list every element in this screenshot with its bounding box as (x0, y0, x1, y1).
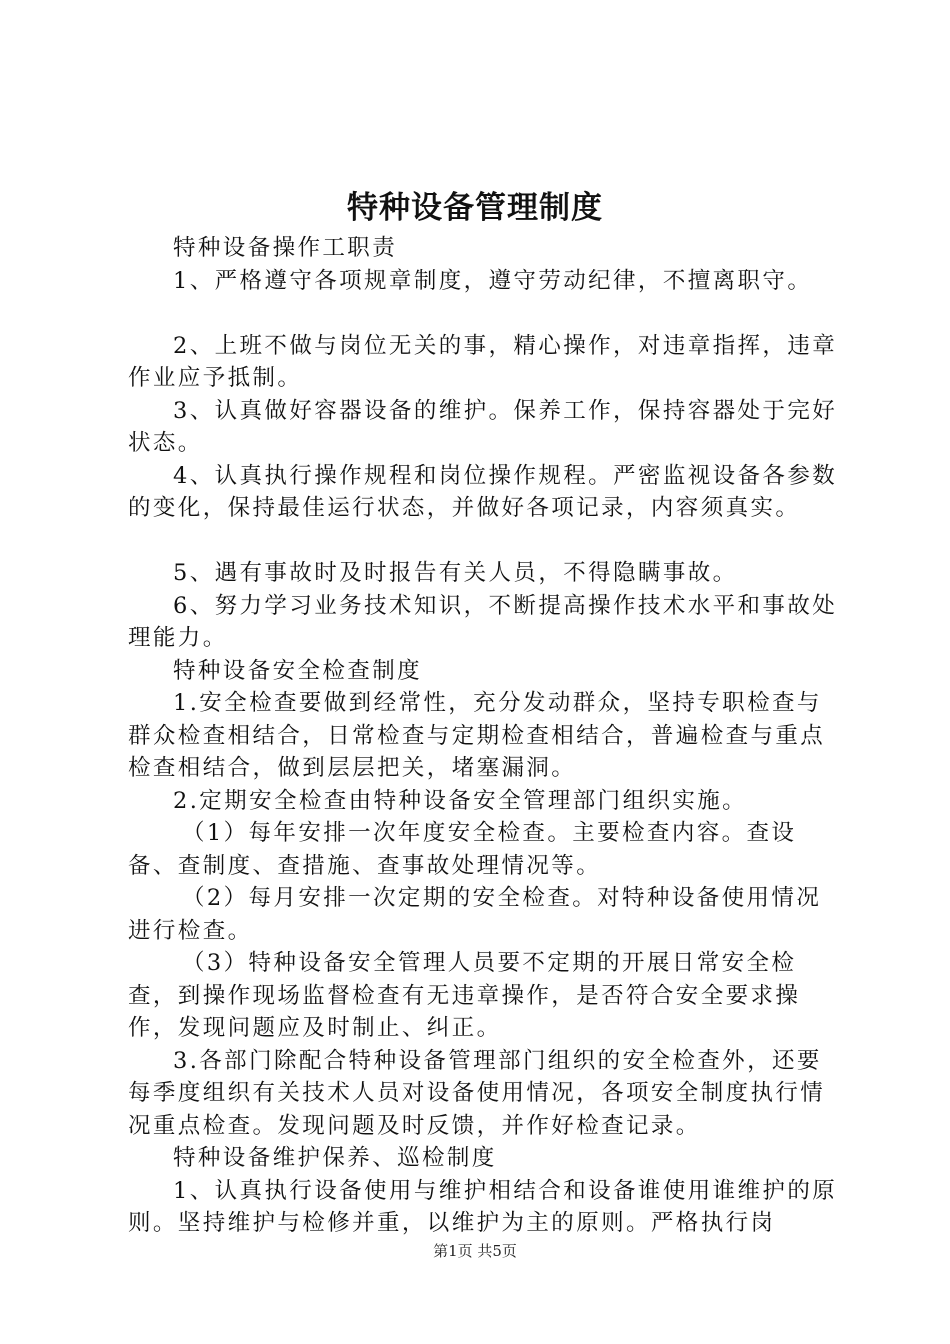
section-heading-maintenance: 特种设备维护保养、巡检制度 (173, 1145, 497, 1171)
paragraph: 1.安全检查要做到经常性，充分发动群众，坚持专职检查与群众检查相结合，日常检查与定期检查相结合，普遍检查与重点检查相结合，做到层层把关，堵塞漏洞。 (128, 690, 826, 781)
document-body (128, 232, 840, 1240)
paragraph: 2.定期安全检查由特种设备安全管理部门组织实施。 (173, 787, 748, 814)
paragraph: 4、认真执行操作规程和岗位操作规程。严密监视设备各参数的变化，保持最佳运行状态，并做好各项记录，内容须真实。 (128, 462, 838, 521)
section-heading-safety-inspection: 特种设备安全检查制度 (173, 657, 423, 684)
paragraph: 3、认真做好容器设备的维护。保养工作，保持容器处于完好状态。 (128, 397, 838, 456)
document-title: 特种设备管理制度 (347, 190, 603, 226)
paragraph: 5、遇有事故时及时报告有关人员，不得隐瞒事故。 (173, 560, 738, 586)
paragraph: 1、严格遵守各项规章制度，遵守劳动纪律，不擅离职守。 (173, 267, 813, 294)
paragraph: （1）每年安排一次年度安全检查。主要检查内容。查设备、查制度、查措施、查事故处理情况等。 (128, 820, 797, 879)
paragraph: （3）特种设备安全管理人员要不定期的开展日常安全检查，到操作现场监督检查有无违章操作，是否符合安全要求操作，发现问题应及时制止、纠正。 (128, 950, 801, 1041)
paragraph: 6、努力学习业务技术知识，不断提高操作技术水平和事故处理能力。 (128, 592, 838, 651)
section-heading-operator-duties: 特种设备操作工职责 (173, 235, 398, 261)
paragraph: （2）每月安排一次定期的安全检查。对特种设备使用情况进行检查。 (128, 885, 822, 944)
paragraph: 1、认真执行设备使用与维护相结合和设备谁使用谁维护的原则。坚持维护与检修并重，以维护为主的原则。严格执行岗 (128, 1177, 838, 1236)
paragraph: 3.各部门除配合特种设备管理部门组织的安全检查外，还要每季度组织有关技术人员对设备使用情况，各项安全制度执行情况重点检查。发现问题及时反馈，并作好检查记录。 (128, 1047, 826, 1139)
page-number: 第1页 共5页 (433, 1242, 517, 1260)
paragraph: 2、上班不做与岗位无关的事，精心操作，对违章指挥，违章作业应予抵制。 (128, 332, 838, 391)
